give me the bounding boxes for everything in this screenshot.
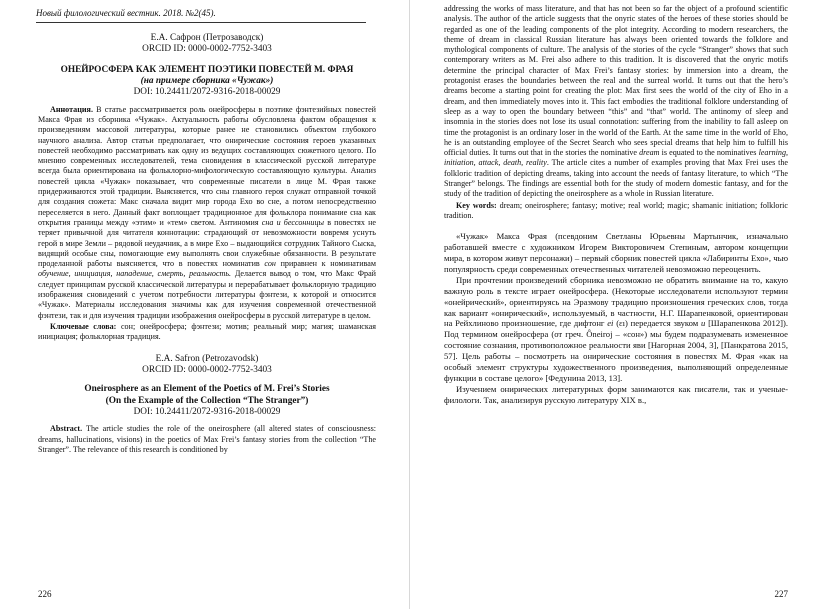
article-title-ru: ОНЕЙРОСФЕРА КАК ЭЛЕМЕНТ ПОЭТИКИ ПОВЕСТЕЙ М. ФРАЯ — [60, 64, 354, 75]
keywords-label-en: Key words: — [456, 200, 497, 210]
keywords-ru-text: сон; онейросфера; фэнтези; мотив; реальный мир; магия; шаманская инициация; фольклорная традиция. — [38, 321, 377, 342]
title-block-en — [38, 384, 376, 418]
abstract-label-en: Abstract. — [50, 424, 83, 434]
abstract-en-cont-4: learning, initiation, attack, death, reality — [444, 148, 789, 168]
author-block-en — [38, 354, 376, 377]
orcid-en: ORCID ID: 0000-0002-7752-3403 — [142, 364, 272, 375]
page-number-left: 226 — [38, 589, 52, 599]
article-body — [444, 231, 788, 406]
body-p2-text-b: ei — [607, 318, 614, 329]
abstract-en-cont-3: is equated to the nominatives — [661, 148, 757, 158]
doi-ru: DOI: 10.24411/2072-9316-2018-00029 — [133, 87, 281, 98]
keywords-en-text: dream; oneirosphere; fantasy; motive; real world; magic; shamanic initiation; folkloric tradition. — [444, 200, 789, 220]
abstract-en-continued — [444, 4, 788, 200]
abstract-ru-text-7: Делается вывод о том, что Макс Фрай следует принципам русской классической литературы и перерабатывает фольклорную традицию изображения сновидений с учетом потребности литературы фэнтези, к которой и относится «Чужак». Материалы исследования значимы как для изучения современной отечественной фэнтези, так и для изучения традиции изображения онейросферы в русской литературе в целом. — [38, 269, 376, 320]
keywords-en — [444, 201, 788, 222]
article-subtitle-en: (On the Example of the Collection “The Stranger”) — [105, 395, 309, 406]
author-block-ru — [38, 33, 376, 56]
author-name-ru: Е.А. Сафрон (Петрозаводск) — [150, 33, 264, 43]
running-head: Новый филологический вестник. 2018. №2(45). — [36, 8, 216, 18]
abstract-en-cont-1: addressing the works of mass literature, and that has not been so far the object of a profound scientific analysis. The author of the article suggests that the onyric states of the heroes of these stories should be regarded as one of the leading components of the plot integrity. According to modern researchers, the theme of dream in classical Russian literature has always been oriented towards the folklore and mythological components of culture. The analysis of the stories of the cycle “Stranger” shows that such contemporary writers as M. Frei also adhere to this tradition. It is discovered that the onyric motifs determine the principal character of Max Frei’s fantasy stories: by immersion into a dream, the protagonist erases the boundaries between the real and the surreal world. It turns out that the hero’s dreams become a starting point for creating the plot: Max first sees the world of the city of Eho in a dream, and then immediately moves into it. This fact embodies the traditional folklore understanding of sleep as a way to open the boundary between “this” and “that” world. The antinomy of sleep and insomnia in the stories does not lose its usual connotation: suffering from the inability to fall asleep on time the protagonist is an ordinary loser in the world of the Earth. At the same time in the world of Eho, he is an outstanding employee of the Secret Search who sees special dreams that help him to fulfill his official duties. It turns out that in the stories the nominative — [444, 4, 788, 158]
right-page — [410, 0, 820, 609]
header-rule — [36, 22, 366, 23]
abstract-en-start — [38, 424, 376, 455]
abstract-ru-text-6: обучение, инициация, нападение, смерть, реальность. — [38, 269, 232, 279]
article-subtitle-ru: (на примере сборника «Чужак») — [140, 76, 274, 87]
abstract-ru — [38, 105, 376, 321]
body-p2-text-e: [Шарапенкова 2012]). Под термином онейросфера (от греч. Ȏneiroj – «сон») мы будем подразумевать измененное состояние сознания, противоположное реальности яви [Нагорная 2004, 3], [Панкратова 2015, 57]. Цель работы – посмотреть на онирические состояния в повестях М. Фрая «как на особый элемент структуры художественного произведения, выполняющий определенные функции в составе целого» [Федунина 2013, 13]. — [444, 318, 789, 384]
left-column — [38, 33, 376, 455]
abstract-ru-text-5: приравнен к номинативам — [280, 259, 376, 269]
orcid-ru: ORCID ID: 0000-0002-7752-3403 — [142, 44, 272, 55]
keywords-ru — [38, 322, 376, 343]
keywords-label-ru: Ключевые слова: — [50, 321, 117, 331]
abstract-ru-text-1: В статье рассматривается роль онейросферы в поэтике фэнтезийных повестей Макса Фрая из сборника «Чужак». Актуальность работы обусловлена фактом обращения к произведениям массовой литературы, которые ранее не становились объектом глубокого научного анализа. Автор статьи предполагает, что онирические состояния героев указанных повестей необходимо рассматривать как одну из ведущих составляющих сюжетного целого. По мнению современных исследователей, тема сновидения в классической русской литературе всегда была ориентирована на фольклорно-мифологическую составляющую культуры. Анализ повестей цикла «Чужак» показывает, что современные писатели в лице М. Фрая также придерживаются этой традиции. Выясняется, что сны главного героя служат отправной точкой для создания сюжета: Макс сначала видит мир города Ехо во сне, а потом непосредственно переселяется в него. Данный факт воплощает традиционное для фольклора понимание сна как открытия границы между «этим» и «тем» светом. Антиномия — [38, 104, 376, 227]
abstract-label-ru: Аннотация. — [50, 104, 93, 114]
abstract-en-cont-2: dream — [639, 148, 660, 158]
author-name-en: E.A. Safron (Petrozavodsk) — [155, 353, 259, 364]
body-paragraph-1: «Чужак» Макса Фрая (псевдоним Светланы Юрьевны Мартынчик, изначально работавшей вместе с художником Игорем Викторовичем Степиным, автором концепции мира, в котором живут персонажи) – первый сборник повестей цикла «Лабиринты Ехо», чью популярность среди современных отечественных читателей невозможно переоценить. — [444, 231, 788, 274]
right-column — [444, 4, 788, 406]
abstract-ru-text-2: сна и бессонницы — [261, 217, 325, 227]
article-title-en: Oneirosphere as an Element of the Poetics of M. Frei’s Stories — [84, 384, 330, 395]
body-p2-text-a: При прочтении произведений сборника невозможно не обратить внимание на то, какую важную роль в тексте играет онейросфера. (Некоторые исследователи используют термин «онейрический», ориентируясь на Эразмову традицию произношения греческих слов, тогда как вариант «онирический», используемый, в частности, Н.Г. Шарапенковой, ориентирован на Рейхлиново произношение, где дифтонг — [444, 274, 788, 329]
body-p2-text-c: (ɛı) передается звуком — [616, 318, 699, 329]
title-block-ru — [38, 65, 376, 99]
abstract-ru-text-3: в повестях не теряет привычной для читателя коннотации: страдающий от невозможности вовремя уснуть герой в мире Земли – рядовой неудачник, а в мире Ехо – выдающийся сотрудник Тайного Сыска, видящий особые сны, помогающие ему выполнять свои служебные обязанности. В результате проделанной работы выясняется, что в повестях номинатив — [38, 217, 376, 269]
body-paragraph-3: Изучением онирических литературных форм занимаются как писатели, так и ученые-филологи. Так, анализируя русскую литературу XIX в., — [444, 383, 788, 405]
page-number-right: 227 — [774, 589, 788, 599]
abstract-ru-text-4: сон — [264, 259, 276, 269]
abstract-en-cont-5: . The article cites a number of examples proving that Max Frei uses the folkloric tradition of depicting dreams, taking into account the needs of fantasy literature, to which “The Stranger” belongs. The findings are essential both for the study of modern domestic fantasy, and for the study of the tradition of depicting the oneirosphere as a whole in Russian literature. — [444, 158, 788, 199]
abstract-en-start-text: The article studies the role of the oneirosphere (all altered states of consciousness: dreams, hallucinations, visions) in the poetics of Max Frei’s fantasy stories from the collection “The Stranger”. The relevance of this research is conditioned by — [38, 424, 376, 454]
body-paragraph-2 — [444, 275, 788, 384]
doi-en: DOI: 10.24411/2072-9316-2018-00029 — [133, 406, 281, 417]
body-p2-text-d: и — [701, 318, 706, 329]
